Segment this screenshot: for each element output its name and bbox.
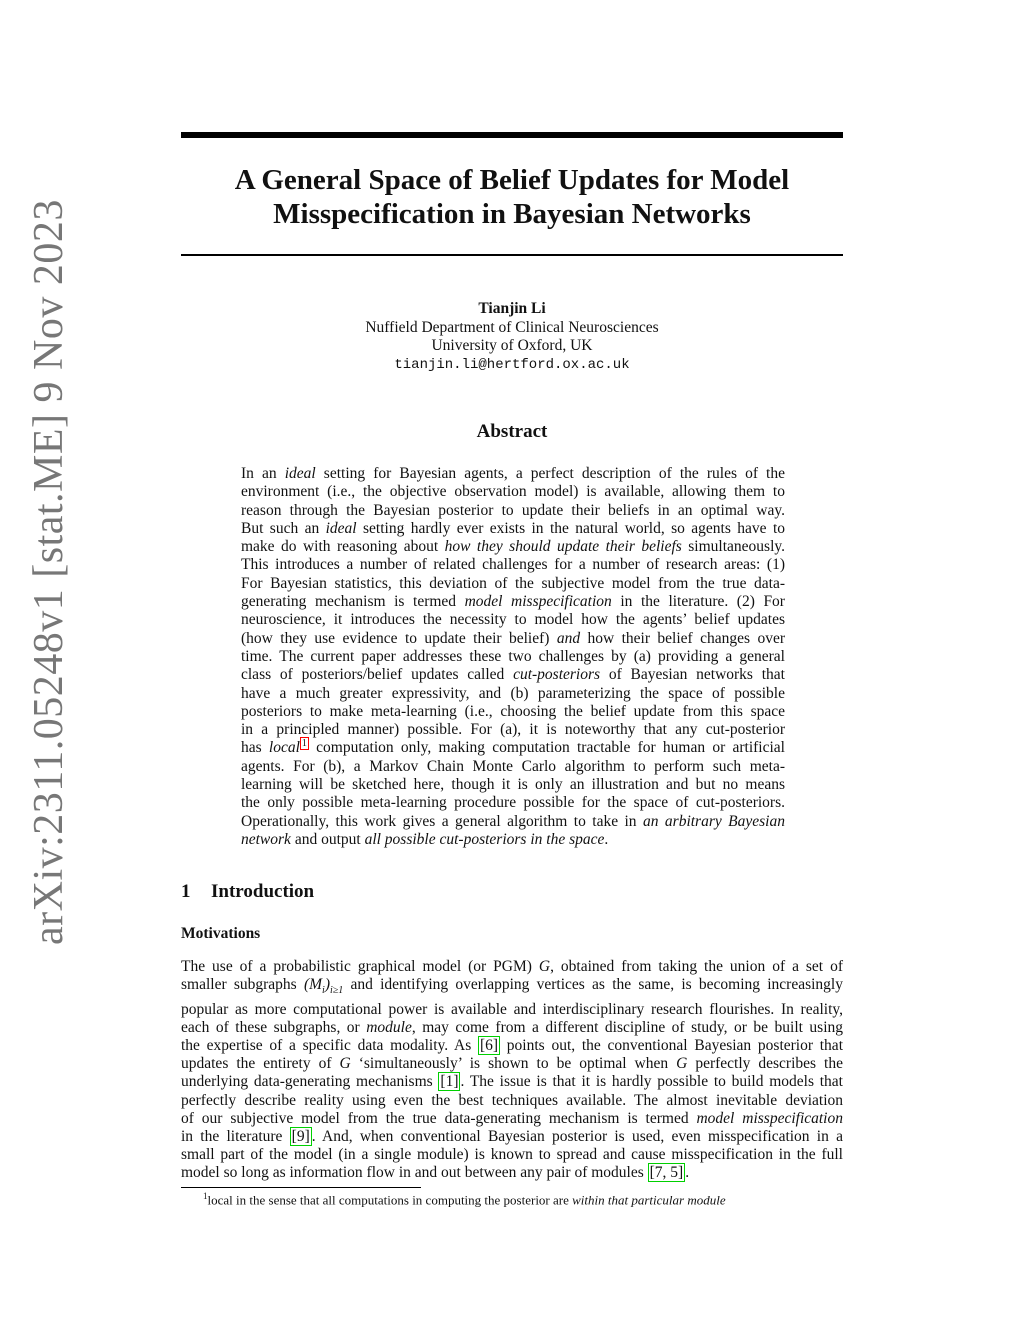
body-text-run: , obtained from taking the union of a set of — [550, 958, 843, 975]
body-text-run: each of these subgraphs, or — [181, 1018, 367, 1036]
math-symbol: ) — [324, 976, 330, 994]
abstract-text-run: make do with reasoning about — [241, 538, 445, 556]
abstract-text-run: . — [604, 830, 609, 848]
body-line: small part of the model (in a single module) is known to spread and cause misspecification in the full — [181, 1146, 843, 1164]
body-text-run: underlying data-generating mechanisms — [181, 1073, 439, 1091]
body-line — [181, 1128, 843, 1146]
body-line: popular as more computational power is available and interdisciplinary research flourishes. In reality, — [181, 1000, 843, 1018]
math-symbol: G — [339, 1055, 351, 1073]
title-top-rule — [181, 132, 843, 138]
body-text-run: ‘simultaneously’ is shown to be optimal when — [350, 1055, 677, 1073]
abstract-text-run: In an — [241, 465, 285, 482]
abstract-emphasis: cut-posteriors — [513, 666, 601, 684]
body-line — [181, 1019, 843, 1037]
abstract-line: the only possible meta-learning procedure possible for the space of cut-posteriors. — [241, 794, 785, 812]
footnote-text: local in the sense that all computations in computing the posterior are — [207, 1192, 573, 1208]
body-text-run: points out, the conventional Bayesian posterior that — [500, 1036, 843, 1054]
citation-link[interactable]: [6] — [479, 1036, 499, 1054]
abstract-text-run: of Bayesian networks that — [600, 666, 785, 684]
body-line — [181, 1037, 843, 1055]
paper-title — [181, 163, 843, 231]
abstract-emphasis: model misspecification — [464, 593, 612, 611]
body-text-run: in the literature — [181, 1127, 290, 1145]
footnote — [203, 1191, 726, 1208]
abstract-emphasis: ideal — [284, 465, 316, 482]
footnote-emphasis: within that particular module — [572, 1192, 726, 1208]
abstract-line: in a principled manner) possible. For (a), it is noteworthy that any cut-posterior — [241, 721, 785, 739]
citation-link[interactable]: [9] — [291, 1127, 310, 1145]
abstract-text-run: setting for Bayesian agents, a perfect description of the rules of the — [315, 465, 785, 482]
math-expression — [303, 976, 344, 997]
abstract-line: posteriors to make meta-learning (i.e., choosing the belief update from this space — [241, 702, 785, 720]
body-line — [181, 958, 843, 976]
abstract-line: time. The current paper addresses these two challenges by (a) providing a general — [241, 647, 785, 665]
title-line-2: Misspecification in Bayesian Networks — [273, 198, 751, 230]
abstract-emphasis: all possible cut-posteriors in the space — [364, 830, 605, 848]
abstract-text-run: computation only, making computation tractable for human or artificial — [308, 739, 785, 757]
abstract-line: environment (i.e., the objective observation model) is available, allowing them to — [241, 483, 785, 501]
abstract-emphasis: network — [241, 830, 291, 848]
abstract-line: This introduces a number of related challenges for a number of research areas: (1) — [241, 556, 785, 574]
body-line: perfectly describe reality using even the best techniques available. The almost inevitable deviation — [181, 1091, 843, 1109]
abstract-text-run: how their belief changes over — [580, 629, 786, 647]
citation-link[interactable]: [7, 5] — [649, 1164, 684, 1182]
body-emphasis: module — [366, 1018, 412, 1036]
abstract-line — [241, 813, 785, 831]
body-text-run: of our subjective model from the true data-generating mechanism is termed — [181, 1109, 697, 1127]
body-line — [181, 976, 843, 1000]
abstract-text-run: and output — [290, 830, 365, 848]
abstract-line — [241, 465, 785, 483]
abstract-line: agents. For (b), a Markov Chain Monte Carlo algorithm to perform such meta- — [241, 757, 785, 775]
abstract-text-run: class of posteriors/belief updates called — [241, 666, 514, 684]
abstract-text-run: setting hardly ever exists in the natural world, so agents have to — [356, 519, 786, 537]
abstract-text-run: Operationally, this work gives a general algorithm to take in — [241, 812, 643, 830]
footnote-link-1[interactable]: 1 — [301, 738, 307, 750]
abstract-text-run: has — [241, 739, 269, 757]
math-subscript: i — [322, 985, 325, 997]
body-text-run: the expertise of a specific data modality. As — [181, 1036, 478, 1054]
abstract-text — [241, 465, 785, 849]
abstract-text-run: generating mechanism is termed — [241, 593, 465, 611]
body-line — [181, 1110, 843, 1128]
footnote-mark: 1 — [203, 1191, 208, 1201]
body-text-run: . The issue is that it is hardly possible to build models that — [460, 1073, 843, 1091]
section-number: 1 — [181, 881, 191, 902]
author-email[interactable]: tianjin.li@hertford.ox.ac.uk — [394, 356, 630, 373]
abstract-text-run: (how they use evidence to update their belief) — [241, 629, 557, 647]
author-department: Nuffield Department of Clinical Neurosciences — [365, 318, 659, 336]
body-text-run: , may come from a different discipline of study, or be built using — [411, 1018, 843, 1036]
abstract-line: For Bayesian statistics, this deviation of the subjective model from the true data- — [241, 574, 785, 592]
body-emphasis: model misspecification — [696, 1109, 843, 1127]
body-paragraph — [181, 958, 843, 1183]
math-symbol: (M — [303, 976, 323, 994]
author-block — [181, 300, 843, 374]
section-heading — [181, 881, 314, 903]
abstract-emphasis: an arbitrary Bayesian — [642, 812, 785, 830]
abstract-line — [241, 739, 785, 757]
body-text-run: updates the entirety of — [181, 1055, 340, 1073]
abstract-line — [241, 593, 785, 611]
abstract-emphasis: ideal — [325, 519, 357, 537]
abstract-line — [241, 831, 785, 849]
abstract-text-run: in the literature. (2) For — [611, 593, 785, 611]
math-symbol: G — [676, 1055, 688, 1073]
abstract-heading: Abstract — [476, 421, 548, 442]
abstract-emphasis: and — [556, 629, 581, 647]
body-line — [181, 1164, 843, 1182]
body-text-run: The use of a probabilistic graphical model (or PGM) — [181, 958, 539, 975]
title-line-1: A General Space of Belief Updates for Model — [234, 164, 790, 196]
abstract-line — [241, 538, 785, 556]
abstract-text-run: But such an — [241, 519, 326, 537]
body-text-run: . — [685, 1164, 690, 1182]
subsection-heading: Motivations — [181, 925, 261, 942]
author-institution: University of Oxford, UK — [431, 337, 593, 354]
author-name: Tianjin Li — [478, 300, 546, 317]
abstract-line — [241, 666, 785, 684]
section-title: Introduction — [211, 881, 315, 902]
abstract-line: learning will be sketched here, though it is only an illustration and but no means — [241, 776, 785, 794]
math-subscript: i≥1 — [329, 985, 344, 997]
title-bottom-rule — [181, 254, 843, 256]
body-text-run: model so long as information flow in and out between any pair of modules — [181, 1164, 648, 1182]
body-text-run: and identifying overlapping vertices as the same, is becoming increasingly — [343, 976, 843, 994]
math-symbol: G — [538, 958, 551, 975]
abstract-emphasis: local — [268, 739, 300, 757]
footnote-rule — [181, 1187, 421, 1188]
abstract-line — [241, 520, 785, 538]
body-text-run: . And, when conventional Bayesian posterior is used, even misspecification in a — [311, 1127, 843, 1145]
body-text-run: perfectly describes the — [687, 1055, 843, 1073]
abstract-line: neuroscience, it introduces the necessity to model how the agents’ belief updates — [241, 611, 785, 629]
body-text-run: smaller subgraphs — [181, 976, 304, 994]
abstract-text-run: simultaneously. — [681, 538, 785, 556]
body-line — [181, 1055, 843, 1073]
citation-link[interactable]: [1] — [440, 1073, 459, 1091]
abstract-emphasis: how they should update their beliefs — [444, 538, 682, 556]
abstract-line: reason through the Bayesian posterior to update their beliefs in an optimal way. — [241, 501, 785, 519]
body-line — [181, 1073, 843, 1091]
abstract-line — [241, 630, 785, 648]
arxiv-identifier-stamp[interactable]: arXiv:2311.05248v1 [stat.ME] 9 Nov 2023 — [26, 199, 72, 945]
abstract-line: have a much greater expressivity, and (b) parameterizing the space of possible — [241, 684, 785, 702]
